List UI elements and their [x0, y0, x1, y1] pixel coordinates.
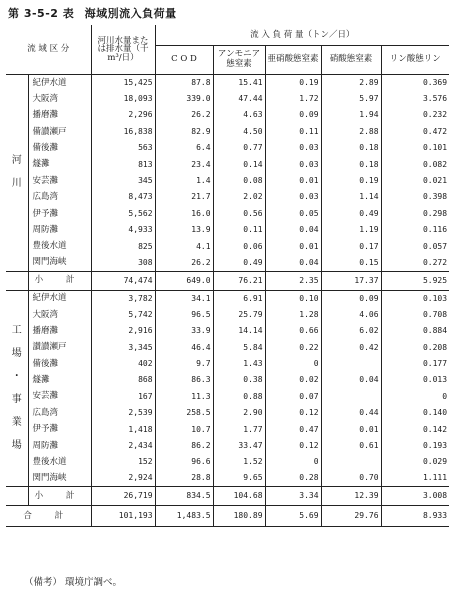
table-title: [8, 5, 177, 21]
cell-ammonia: 5.84: [213, 339, 265, 355]
cell-cod: 10.7: [155, 421, 213, 437]
header-nitrate: 硝酸態窒素: [321, 46, 381, 75]
cell-phosphate: 0.103: [381, 290, 449, 306]
cell-nitrite: 0.12: [265, 438, 321, 454]
subtotal-ammonia: 104.68: [213, 487, 265, 506]
table-row: [6, 206, 449, 222]
table-row: [6, 421, 449, 437]
cell-nitrate: 2.88: [321, 124, 381, 140]
cell-phosphate: 0.029: [381, 454, 449, 470]
cell-volume: 2,434: [91, 438, 155, 454]
cell-volume: 813: [91, 156, 155, 172]
cell-volume: 18,093: [91, 91, 155, 107]
cell-ammonia: 0.49: [213, 255, 265, 271]
table-header: [6, 25, 449, 75]
cell-nitrite: 0.03: [265, 156, 321, 172]
subtotal-blank: [6, 271, 28, 290]
cell-nitrite: 0.28: [265, 470, 321, 486]
cell-nitrate: 0.18: [321, 156, 381, 172]
area-name: 大阪湾: [32, 309, 59, 320]
cell-nitrite: 1.72: [265, 91, 321, 107]
cell-volume: 167: [91, 389, 155, 405]
table-body: [6, 75, 449, 527]
cell-phosphate: 0.021: [381, 173, 449, 189]
cell-volume: 308: [91, 255, 155, 271]
cell-cod: 87.8: [155, 75, 213, 91]
cell-phosphate: 0.884: [381, 323, 449, 339]
cell-cod: 34.1: [155, 290, 213, 306]
cell-cod: 96.5: [155, 307, 213, 323]
cell-volume: 5,562: [91, 206, 155, 222]
cell-volume: 8,473: [91, 189, 155, 205]
cell-ammonia: 0.77: [213, 140, 265, 156]
cell-nitrate: 6.02: [321, 323, 381, 339]
cell-cod: 82.9: [155, 124, 213, 140]
cell-cod: 26.2: [155, 255, 213, 271]
subtotal-volume: 74,474: [91, 271, 155, 290]
cell-phosphate: 0: [381, 389, 449, 405]
cell-ammonia: 47.44: [213, 91, 265, 107]
subtotal-label: 小 計: [28, 487, 91, 506]
cell-nitrate: [321, 389, 381, 405]
cell-nitrite: 0.22: [265, 339, 321, 355]
cell-phosphate: 0.708: [381, 307, 449, 323]
cell-volume: 345: [91, 173, 155, 189]
cell-volume: 2,924: [91, 470, 155, 486]
table-row: [6, 339, 449, 355]
cell-ammonia: 6.91: [213, 290, 265, 306]
subtotal-cod: 649.0: [155, 271, 213, 290]
subtotal-nitrate: 12.39: [321, 487, 381, 506]
load-table: [6, 25, 449, 527]
cell-cod: 28.8: [155, 470, 213, 486]
area-name: 播磨灘: [32, 325, 59, 336]
cell-ammonia: 0.88: [213, 389, 265, 405]
cell-cod: 26.2: [155, 107, 213, 123]
cell-nitrite: 0.19: [265, 75, 321, 91]
cell-phosphate: 0.057: [381, 238, 449, 254]
cell-nitrite: 0.12: [265, 405, 321, 421]
area-name: 紀伊水道: [32, 77, 67, 88]
total-phosphate: 8.933: [381, 506, 449, 527]
cell-ammonia: 4.50: [213, 124, 265, 140]
cell-volume: 868: [91, 372, 155, 388]
cell-phosphate: 0.232: [381, 107, 449, 123]
table-row: [6, 405, 449, 421]
cell-phosphate: 0.208: [381, 339, 449, 355]
cell-cod: 13.9: [155, 222, 213, 238]
cell-cod: 46.4: [155, 339, 213, 355]
subtotal-phosphate: 5.925: [381, 271, 449, 290]
cell-volume: 2,539: [91, 405, 155, 421]
header-load-group: 流 入 負 荷 量（トン／日）: [155, 25, 449, 46]
category-char: 場: [11, 348, 22, 360]
cell-cod: 86.3: [155, 372, 213, 388]
cell-nitrate: 0.01: [321, 421, 381, 437]
cell-ammonia: 1.77: [213, 421, 265, 437]
table-row: [6, 173, 449, 189]
cell-nitrite: 0.10: [265, 290, 321, 306]
header-nitrite: 亜硝酸態窒素: [265, 46, 321, 75]
table-row: [6, 454, 449, 470]
total-ammonia: 180.89: [213, 506, 265, 527]
cell-phosphate: 0.369: [381, 75, 449, 91]
area-name: 関門海峡: [32, 473, 67, 484]
cell-cod: 23.4: [155, 156, 213, 172]
area-name: 燧灘: [32, 375, 50, 386]
cell-nitrite: 0.05: [265, 206, 321, 222]
cell-phosphate: 0.193: [381, 438, 449, 454]
subtotal-label: 小 計: [28, 271, 91, 290]
cell-volume: 1,418: [91, 421, 155, 437]
cell-phosphate: 0.082: [381, 156, 449, 172]
subtotal-phosphate: 3.008: [381, 487, 449, 506]
area-name: 広島湾: [32, 407, 59, 418]
category-char: 業: [11, 417, 22, 429]
subtotal-ammonia: 76.21: [213, 271, 265, 290]
cell-ammonia: 2.02: [213, 189, 265, 205]
cell-ammonia: 1.43: [213, 356, 265, 372]
subtotal-cod: 834.5: [155, 487, 213, 506]
header-river-volume: 河川水量または排水量（千m³/日）: [91, 25, 155, 75]
cell-volume: 15,425: [91, 75, 155, 91]
cell-nitrite: 0.47: [265, 421, 321, 437]
cell-volume: 3,345: [91, 339, 155, 355]
cell-nitrate: 0.19: [321, 173, 381, 189]
header-cod: C O D: [155, 46, 213, 75]
table-row: [6, 389, 449, 405]
total-volume: 101,193: [91, 506, 155, 527]
cell-ammonia: 4.63: [213, 107, 265, 123]
cell-nitrate: 1.14: [321, 189, 381, 205]
cell-volume: 5,742: [91, 307, 155, 323]
cell-ammonia: 0.14: [213, 156, 265, 172]
cell-nitrate: 0.15: [321, 255, 381, 271]
table-row: [6, 323, 449, 339]
subtotal-row: [6, 487, 449, 506]
area-name: 安芸灘: [32, 391, 59, 402]
cell-cod: 96.6: [155, 454, 213, 470]
total-row: [6, 506, 449, 527]
area-name: 紀伊水道: [32, 293, 67, 304]
cell-cod: 33.9: [155, 323, 213, 339]
table-row: [6, 189, 449, 205]
cell-ammonia: 9.65: [213, 470, 265, 486]
cell-nitrite: 0.04: [265, 255, 321, 271]
cell-volume: 2,296: [91, 107, 155, 123]
area-name: 豊後水道: [32, 457, 67, 468]
cell-phosphate: 0.140: [381, 405, 449, 421]
table-row: [6, 372, 449, 388]
category-label: [6, 290, 28, 487]
category-char: 事: [11, 394, 22, 406]
cell-phosphate: 1.111: [381, 470, 449, 486]
cell-nitrite: 0.11: [265, 124, 321, 140]
cell-nitrite: 0: [265, 356, 321, 372]
cell-nitrite: 0.01: [265, 238, 321, 254]
area-name: 燧灘: [32, 159, 50, 170]
table-row: [6, 307, 449, 323]
table-title-text: 海域別流入負荷量: [84, 7, 177, 20]
area-name: 備讃瀬戸: [32, 126, 67, 137]
table-row: [6, 91, 449, 107]
cell-nitrate: [321, 356, 381, 372]
cell-ammonia: 1.52: [213, 454, 265, 470]
table-row: [6, 290, 449, 306]
table-row: [6, 438, 449, 454]
cell-phosphate: 0.177: [381, 356, 449, 372]
cell-ammonia: 33.47: [213, 438, 265, 454]
category-char: ・: [11, 371, 22, 383]
cell-nitrate: [321, 454, 381, 470]
area-name: 周防灘: [32, 224, 59, 235]
table-note: （備考） 環境庁調べ。: [24, 577, 123, 588]
cell-nitrite: 0.04: [265, 222, 321, 238]
cell-nitrite: 0.02: [265, 372, 321, 388]
header-area-division: 流 域 区 分: [6, 25, 91, 75]
cell-cod: 21.7: [155, 189, 213, 205]
cell-volume: 825: [91, 238, 155, 254]
subtotal-nitrite: 2.35: [265, 271, 321, 290]
table-row: [6, 75, 449, 91]
cell-volume: 16,838: [91, 124, 155, 140]
table-row: [6, 140, 449, 156]
cell-cod: 9.7: [155, 356, 213, 372]
category-label: [6, 75, 28, 272]
total-nitrate: 29.76: [321, 506, 381, 527]
table-row: [6, 124, 449, 140]
cell-nitrite: 0.66: [265, 323, 321, 339]
cell-nitrate: 0.70: [321, 470, 381, 486]
cell-nitrate: 5.97: [321, 91, 381, 107]
cell-nitrate: 2.89: [321, 75, 381, 91]
table-row: [6, 222, 449, 238]
area-name: 大阪湾: [32, 93, 59, 104]
cell-phosphate: 0.298: [381, 206, 449, 222]
header-phosphate: リン酸態リン: [381, 46, 449, 75]
table-row: [6, 255, 449, 271]
cell-ammonia: 0.38: [213, 372, 265, 388]
cell-nitrate: 0.44: [321, 405, 381, 421]
table-row: [6, 470, 449, 486]
area-name: 讃讃瀬戸: [32, 342, 67, 353]
cell-ammonia: 0.08: [213, 173, 265, 189]
cell-nitrate: 0.61: [321, 438, 381, 454]
table-row: [6, 356, 449, 372]
total-nitrite: 5.69: [265, 506, 321, 527]
cell-nitrate: 1.19: [321, 222, 381, 238]
cell-volume: 402: [91, 356, 155, 372]
cell-nitrite: 0.09: [265, 107, 321, 123]
subtotal-nitrate: 17.37: [321, 271, 381, 290]
cell-ammonia: 25.79: [213, 307, 265, 323]
cell-nitrate: 0.18: [321, 140, 381, 156]
cell-phosphate: 0.101: [381, 140, 449, 156]
cell-cod: 258.5: [155, 405, 213, 421]
cell-nitrite: 0.03: [265, 189, 321, 205]
area-name: 関門海峡: [32, 257, 67, 268]
area-name: 伊予灘: [32, 208, 59, 219]
cell-cod: 86.2: [155, 438, 213, 454]
category-char: 工: [11, 325, 22, 337]
cell-phosphate: 0.013: [381, 372, 449, 388]
area-name: 豊後水道: [32, 241, 67, 252]
table-row: [6, 238, 449, 254]
cell-nitrate: 4.06: [321, 307, 381, 323]
area-name: 播磨灘: [32, 110, 59, 121]
cell-nitrate: 0.17: [321, 238, 381, 254]
table-row: [6, 156, 449, 172]
cell-nitrate: 0.42: [321, 339, 381, 355]
cell-nitrate: 0.04: [321, 372, 381, 388]
cell-nitrite: 1.28: [265, 307, 321, 323]
area-name: 伊予灘: [32, 424, 59, 435]
category-char: 河: [11, 155, 22, 167]
cell-cod: 1.4: [155, 173, 213, 189]
total-cod: 1,483.5: [155, 506, 213, 527]
header-ammonia: アンモニア態窒素: [213, 46, 265, 75]
cell-nitrate: 0.09: [321, 290, 381, 306]
cell-phosphate: 3.576: [381, 91, 449, 107]
subtotal-volume: 26,719: [91, 487, 155, 506]
cell-ammonia: 0.11: [213, 222, 265, 238]
area-name: 安芸灘: [32, 175, 59, 186]
cell-ammonia: 0.56: [213, 206, 265, 222]
cell-nitrate: 1.94: [321, 107, 381, 123]
cell-phosphate: 0.472: [381, 124, 449, 140]
category-char: 場: [11, 440, 22, 452]
cell-cod: 339.0: [155, 91, 213, 107]
cell-cod: 16.0: [155, 206, 213, 222]
subtotal-row: [6, 271, 449, 290]
cell-phosphate: 0.142: [381, 421, 449, 437]
cell-phosphate: 0.272: [381, 255, 449, 271]
category-char: 川: [11, 178, 22, 190]
cell-volume: 2,916: [91, 323, 155, 339]
total-label: 合 計: [6, 506, 91, 527]
cell-cod: 11.3: [155, 389, 213, 405]
cell-ammonia: 15.41: [213, 75, 265, 91]
cell-cod: 4.1: [155, 238, 213, 254]
cell-volume: 563: [91, 140, 155, 156]
subtotal-nitrite: 3.34: [265, 487, 321, 506]
cell-phosphate: 0.116: [381, 222, 449, 238]
cell-nitrite: 0: [265, 454, 321, 470]
cell-cod: 6.4: [155, 140, 213, 156]
subtotal-blank: [6, 487, 28, 506]
cell-volume: 3,782: [91, 290, 155, 306]
area-name: 備後灘: [32, 358, 59, 369]
table-number: 第 3-5-2 表: [8, 7, 75, 20]
cell-ammonia: 0.06: [213, 238, 265, 254]
cell-volume: 152: [91, 454, 155, 470]
cell-volume: 4,933: [91, 222, 155, 238]
cell-nitrite: 0.03: [265, 140, 321, 156]
cell-ammonia: 14.14: [213, 323, 265, 339]
area-name: 備後灘: [32, 143, 59, 153]
cell-nitrate: 0.49: [321, 206, 381, 222]
cell-ammonia: 2.90: [213, 405, 265, 421]
table-row: [6, 107, 449, 123]
area-name: 周防灘: [32, 440, 59, 451]
area-name: 広島湾: [32, 192, 59, 203]
cell-phosphate: 0.398: [381, 189, 449, 205]
cell-nitrite: 0.01: [265, 173, 321, 189]
cell-nitrite: 0.07: [265, 389, 321, 405]
